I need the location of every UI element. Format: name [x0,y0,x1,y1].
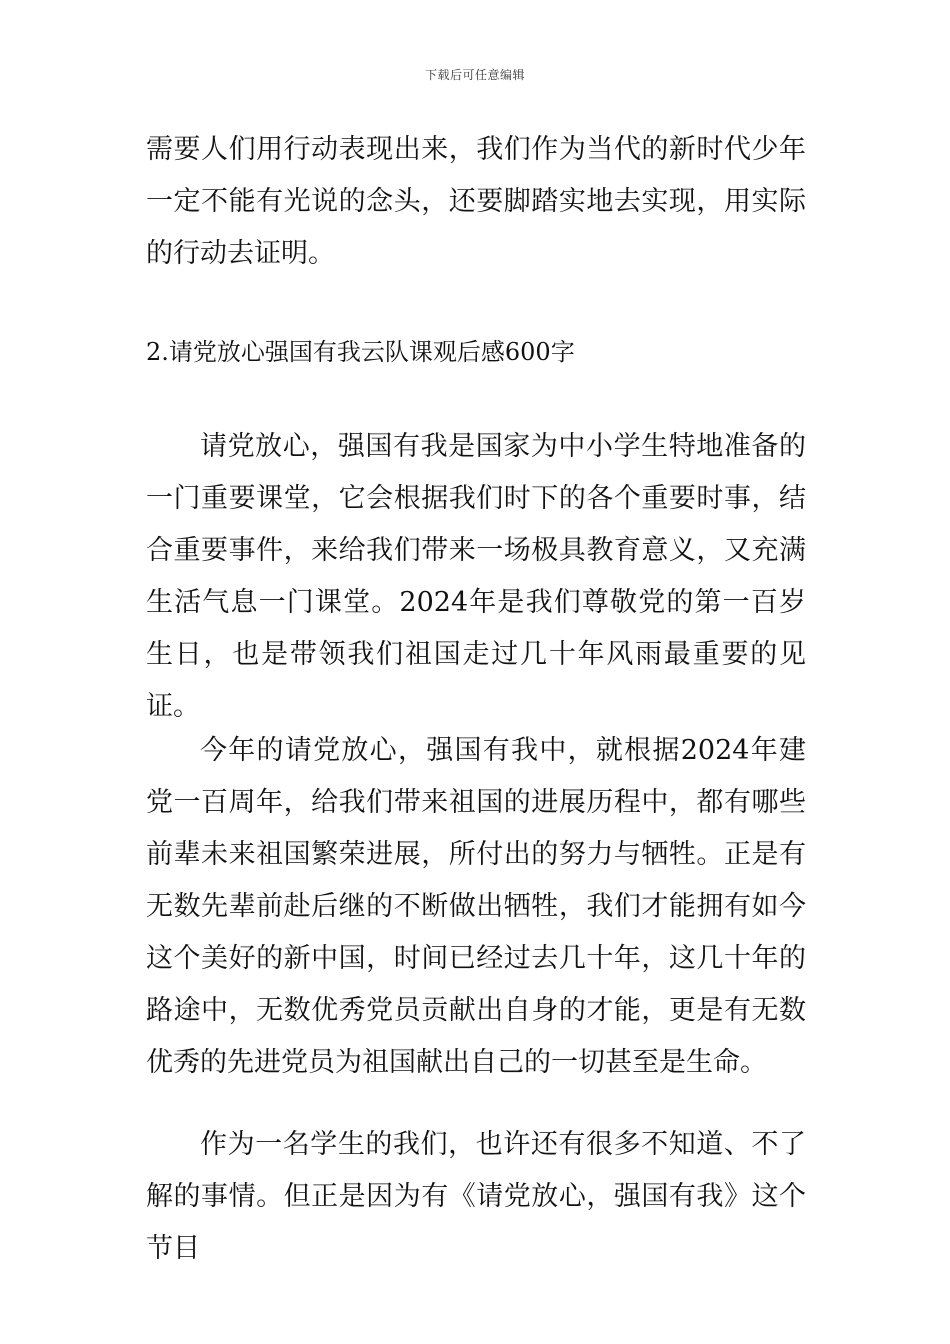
paragraph-1: 需要人们用行动表现出来，我们作为当代的新时代少年一定不能有光说的念头，还要脚踏实地去实现，用实际的行动去证明。 [146,134,806,269]
paragraph-4: 作为一名学生的我们，也许还有很多不知道、不了解的事情。但正是因为有《请党放心，强国有我》这个节目 [146,1129,806,1264]
paragraph-3: 今年的请党放心，强国有我中，就根据2024年建党一百周年，给我们带来祖国的进展历程中，都有哪些前辈未来祖国繁荣进展，所付出的努力与牺牲。正是有无数先辈前赴后继的不断做出牺牲，我们才能拥有如今这个美好的新中国，时间已经过去几十年，这几十年的路途中，无数优秀党员贡献出自身的才能，更是有无数优秀的先进党员为祖国献出自己的一切甚至是生命。 [146,735,806,1078]
header-note: 下载后可任意编辑 [424,68,525,82]
section-heading: 2.请党放心强国有我云队课观后感600字 [146,338,575,366]
paragraph-2: 请党放心，强国有我是国家为中小学生特地准备的一门重要课堂，它会根据我们时下的各个重要时事，结合重要事件，来给我们带来一场极具教育意义，又充满生活气息一门课堂。2024年是我们尊敬党的第一百岁生日，也是带领我们祖国走过几十年风雨最重要的见证。 [146,431,806,722]
